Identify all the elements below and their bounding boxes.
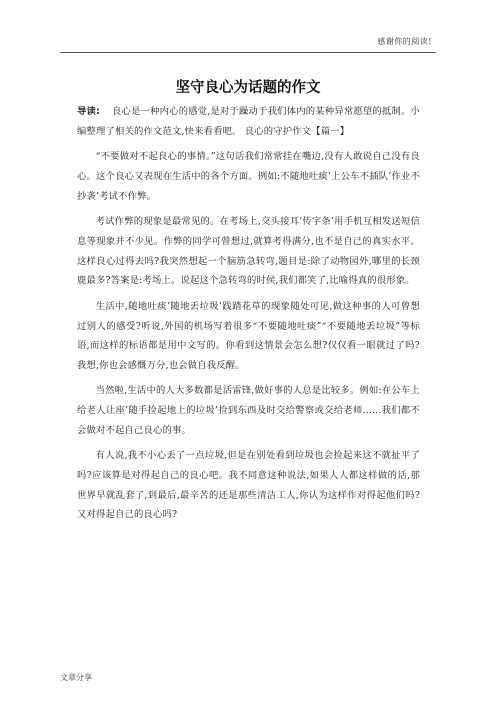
paragraph-4: 当然啦,生活中的人大多数都是活雷锋,做好事的人总是比较多。例如:在公车上给老人让座’随手捡起地上的垃圾’捡到东西及时交给警察或交给老师......我们都不会做对不起自己良心的事。 (77, 385, 420, 436)
lead-label: 导读: (77, 106, 100, 117)
lead-text: 良心是一种内心的感觉,是对于躁动于我们体内的某种异常愿望的抵制。小编整理了相关的作文范文,快来看看吧。 良心的守护作文【篇一】 (77, 106, 420, 137)
page-footer: 文章分享 (60, 673, 92, 682)
lead-paragraph (77, 102, 420, 141)
article-title: 坚守良心为话题的作文 (175, 80, 321, 96)
paragraph-1: “不要做对不起良心的事情。”这句话我们常常挂在嘴边,没有人敢说自己没有良心。这个良心又表现在生活中的各个方面。例如:不随地吐痰’上公车不插队’作业不抄袭’考试不作弊。 (77, 151, 420, 202)
header-divider (60, 52, 436, 53)
page-header: 感谢你的阅读! (377, 37, 432, 46)
paragraph-2: 考试作弊的现象是最常见的。在考场上,交头接耳’传字条’用手机互相发送短信息等现象并不少见。作弊的同学可曾想过,就算考得满分,也不是自己的真实水平。这样良心过得去吗?我突然想起一个脑筋急转弯,题目是:除了动物园外,哪里的长颈鹿最多?答案是:考场上。说起这个急转弯的时侯,我们都笑了,比喻得真的很形象。 (77, 216, 420, 287)
article-body (77, 102, 420, 531)
paragraph-5: 有人说,我不小心丢了一点垃圾,但是在别处看到垃圾也会捡起来这不就扯平了吗?应该算是对得起自己的良心吧。我不同意这种说法,如果人人都这样做的话,那世界早就乱套了,到最后,最辛苦的还是那些清洁工人,你认为这样作对得起他们吗?又对得起自己的良心吗? (77, 450, 420, 521)
paragraph-3: 生活中,随地吐痰’随地丢垃圾’践踏花草的现象随处可见,做这种事的人可曾想过别人的感受?听说,外国的机场写着很多“不要随地吐痰”“不要随地丢垃圾”等标语,而这样的标语都是用中文写的。你看到这情景会怎么想?仅仅看一眼就过了吗?我想,你也会感慨万分,也会做自我反醒。 (77, 300, 420, 371)
